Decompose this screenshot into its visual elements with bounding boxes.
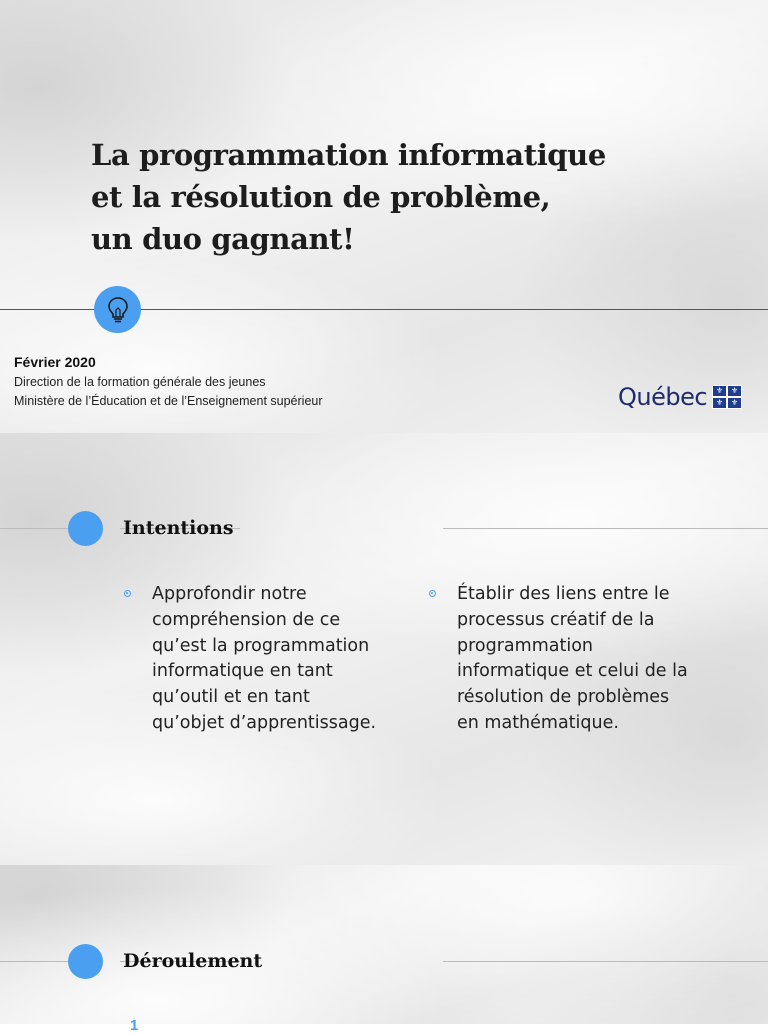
text-line: qu’est la programmation (152, 635, 370, 656)
text-line: Approfondir notre (152, 584, 307, 604)
presentation-date: Février 2020 (14, 354, 96, 370)
bullet-icon (124, 590, 131, 597)
org-direction: Direction de la formation générale des jeunes (14, 375, 266, 389)
text-line: résolution de problèmes (457, 687, 670, 708)
lightbulb-icon (106, 296, 130, 324)
lightbulb-badge (94, 286, 141, 333)
deroulement-slide (0, 865, 768, 1034)
title-line: et la résolution de problème, (91, 180, 551, 214)
fleurdelise-flag-icon: ⚜ ⚜ ⚜ ⚜ (712, 385, 742, 409)
text-line: qu’outil et en tant (152, 687, 310, 708)
title-line: La programmation informatique (91, 138, 606, 172)
text-line: informatique et celui de la (457, 661, 688, 682)
intentions-slide (0, 433, 768, 865)
text-line: informatique en tant (152, 661, 333, 682)
section-heading: Déroulement (123, 950, 263, 972)
title-line: un duo gagnant! (91, 222, 355, 256)
text-line: compréhension de ce (152, 609, 341, 630)
intention-right (457, 582, 688, 737)
section-line-right (443, 528, 768, 529)
quebec-logo-text: Québec (618, 383, 708, 411)
section-heading: Intentions (123, 517, 234, 539)
quebec-logo (618, 383, 742, 411)
section-line-right (443, 961, 768, 962)
text-line: qu’objet d’apprentissage. (152, 712, 377, 733)
text-line: programmation (457, 635, 593, 656)
title-slide (0, 0, 768, 433)
text-line: Établir des liens entre le (457, 584, 670, 604)
org-ministry: Ministère de l’Éducation et de l’Enseignement supérieur (14, 394, 323, 408)
bullet-icon (429, 590, 436, 597)
section-line-left (0, 961, 68, 962)
text-line: processus créatif de la (457, 609, 655, 630)
section-marker-circle (68, 511, 103, 546)
list-number: 1 (130, 1017, 139, 1034)
section-line-left (0, 528, 68, 529)
text-line: en mathématique. (457, 712, 619, 733)
intention-left (152, 582, 376, 737)
divider-line-left (0, 309, 94, 310)
divider-line-right (141, 309, 768, 310)
section-marker-circle (68, 944, 103, 979)
presentation-title (91, 134, 606, 260)
